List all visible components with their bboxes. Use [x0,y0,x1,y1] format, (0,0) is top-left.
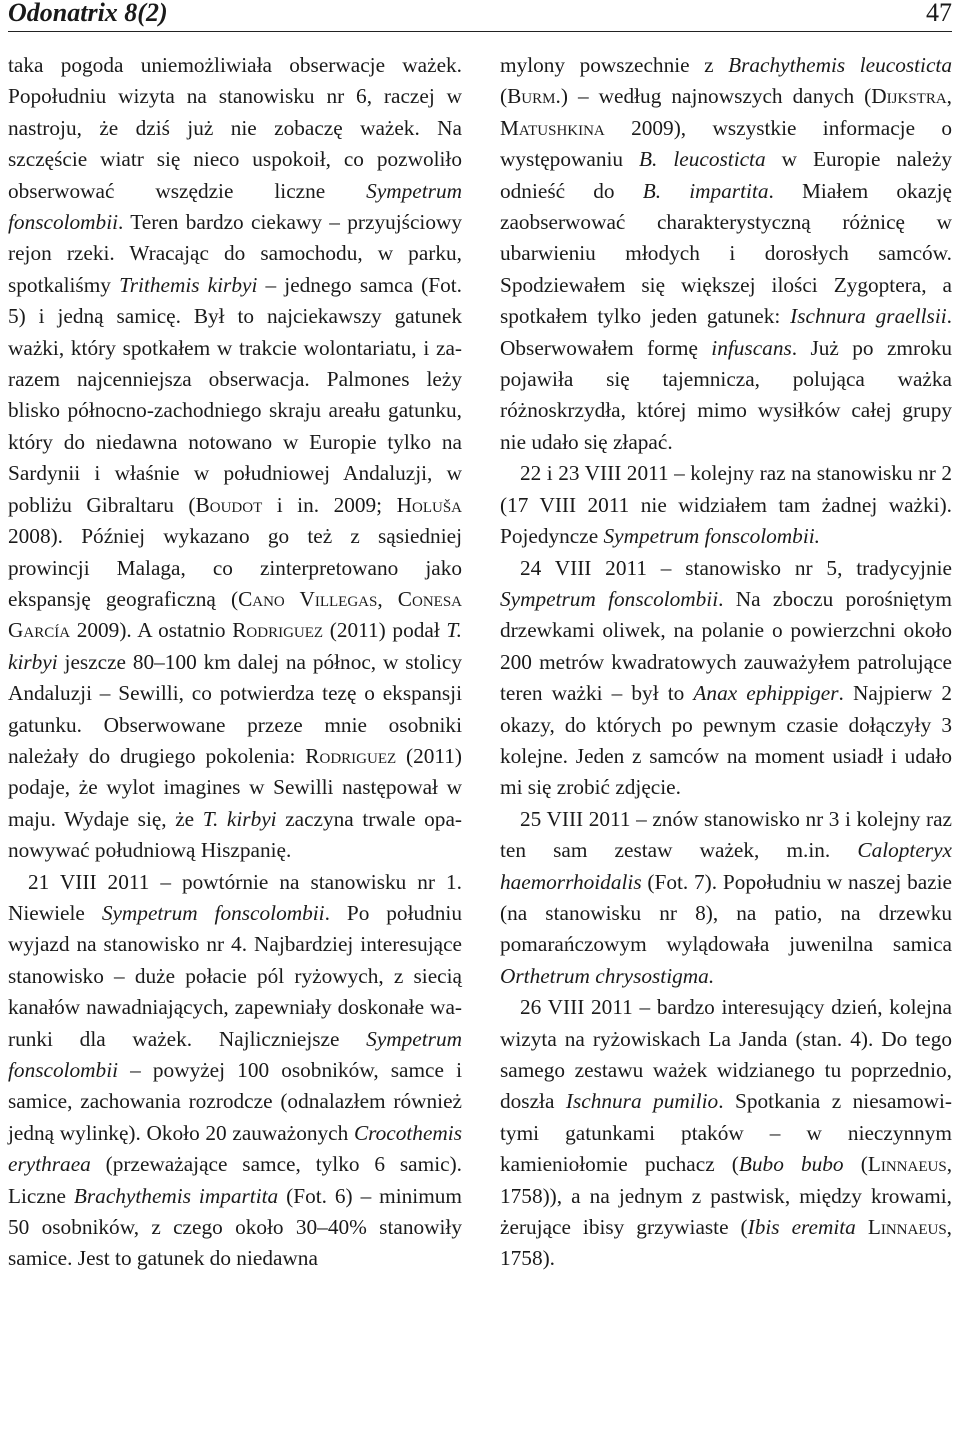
text-run: ( [843,1152,868,1177]
text-run: 2009), wszystkie informacje o występowaniu [500,115,952,172]
paragraph [8,867,462,1275]
text-run: jeszcze 80–100 km dalej na północ, w stolicy Andaluzji – Sewilli, co potwierdza tezę o ekspansji gatunku. Obserwowane przeze mnie osobniki należały do drugiego pokolenia: [8,649,462,768]
italic-text: Sympetrum fonscolombii [8,1026,462,1082]
text-run: . Po południu wyjazd na stanowisko nr 4. Najbardziej interesujące stanowisko – duże połacie pól ryżowych, z siecią kanałów nawadniających, zapewniały doskonałe warunki dla ważek. Najliczniejsze [8,900,462,1051]
italic-text: Crocothemis erythraea [8,1120,462,1177]
italic-text: Sympetrum fonscolombii [500,586,719,611]
italic-text: Ischnura pumilio [565,1089,719,1114]
italic-text: Anax ephippiger [693,681,839,706]
italic-text: Sympetrum fonscolombii [8,178,462,235]
paragraph [500,804,952,992]
text-run: . Teren bardzo ciekawy – przyujściowy rejon rzeki. Wracając do samochodu, w parku, spotkaliśmy [8,210,462,297]
text-run: mylony powszechnie z [500,53,729,77]
author-name: Boudot [195,492,263,517]
paragraph [500,458,952,552]
text-run: taka pogoda uniemożliwiała obserwacje ważek. Popołudniu wizyta na stanowisku nr 6, raczej w nastroju, że dziś już nie zobaczę ważek. Na szczęście wiatr się nieco uspokoił, co pozwoliło obserwować wszędzie liczne [8,53,462,203]
text-run: 25 VIII 2011 – znów stanowisko nr 3 i kolejny raz ten sam zestaw ważek, m.in. [500,806,952,863]
italic-text: infuscans [711,335,792,360]
text-run: 2008). Później wykazano go też z sąsiedniej prowincji Malaga, co zinterpretowano jako ekspansję geograficzną ( [8,524,462,611]
text-run: (Fot. 6) – minimum 50 osobników, z czego około 30–40% stanowiły samice. Jest to gatunek do niedawna [8,1183,462,1271]
journal-title: Odonatrix 8(2) [8,0,168,27]
italic-text: Brachythemis impartita [73,1183,279,1208]
text-run: , 1758). [500,1215,952,1271]
text-run: 2009). A ostatnio [70,618,233,643]
page-header [8,0,952,34]
text-run: . Już po zmroku pojawiła się tajemnicza, polująca ważka różnoskrzydła, której mimo wysiłków całej grupy nie udało się złapać. [500,335,953,454]
author-name: Cano Villegas, Conesa García [8,586,462,643]
text-column-right [500,50,952,1275]
page-number: 47 [926,0,952,27]
italic-text: T. kirbyi [202,806,277,831]
text-run: i in. 2009; [262,492,397,517]
text-run [856,1215,868,1239]
text-run: 26 VIII 2011 – bardzo interesujący dzień, kolejna wizyta na ryżowiskach La Janda (stan. 4). Do tego samego zestawu ważek widzianego tu poprzednio, doszła [500,995,952,1114]
text-run: ( [500,84,508,109]
text-run: zaczyna trwale opanowywać południową Hiszpanię. [8,806,462,863]
text-run: . Najpierw 2 okazy, do których po pewnym czasie dołączyły 3 kolejne. Jeden z samców na moment usiadł i udało mi się zrobić zdjęcie. [500,681,952,800]
text-column-left [8,50,462,1275]
italic-text: Brachythemis leucosticta [728,53,952,77]
author-name: Linnaeus [867,1152,947,1177]
italic-text: Ischnura graellsii [790,304,947,329]
text-run: – powyżej 100 osobników, samce i samice, zachowania rozrodcze (odnalazłem również jedną wylinkę). Około 20 zauważonych [8,1058,462,1145]
paragraph [500,553,952,804]
text-run: . Na zboczu porośniętym drzewkami oliwek, na polanie o powierzchni około 200 metrów kwadratowych zauważyłem patrolujące teren ważki – był to [500,586,952,706]
italic-text: B. impartita [642,178,769,203]
text-run: (Fot. 7). Popołudniu w naszej bazie (na stanowisku nr 8), na patio, na drzewku pomarańczowym wylądowała juwenilna samica [500,869,952,957]
header-rule [8,31,952,32]
text-run: . Miałem okazję zaobserwować charakterystyczną różnicę w ubarwieniu młodych i dorosłych samców. Spodziewałem się większej ilości Zygoptera, a spotkałem tylko jeden gatunek: [500,178,952,329]
text-run: (przeważające samce, tylko 6 samic). Liczne [8,1152,462,1208]
text-run: – jednego samca (Fot. 5) i jedną samicę. Był to najciekawszy gatunek ważki, który spotkałem w trakcie wolontariatu, i zarazem najcenniejsza obserwacja. Palmones leży blisko północno-zachodniego skraju areału gatunku, który do niedawna notowano w Europie tylko na Sardynii i właśnie w południowej Andaluzji, w pobliżu Gibraltaru ( [8,272,463,517]
text-run: (2011) podaje, że wylot imagines w Sewilli następował w maju. Wydaje się, że [8,743,463,831]
italic-text: Sympetrum fonscolombii. [603,524,820,549]
text-run: . Spotkania z niesamowitymi gatunkami ptaków – w nieczynnym kamieniołomie puchacz ( [500,1089,952,1177]
text-run: 21 VIII 2011 – powtórnie na stanowisku nr 1. Niewiele [8,869,462,925]
paragraph [500,992,952,1275]
author-name: Burm. [507,84,561,109]
italic-text: Bubo bubo [738,1152,844,1177]
text-run: 24 VIII 2011 – stanowisko nr 5, tradycyjnie [520,555,952,580]
author-name: Rodriguez [232,618,324,643]
text-run: . Obserwowałem formę [500,304,952,360]
author-name: Rodriguez [305,743,397,768]
italic-text: Orthetrum chrysostigma. [500,963,715,988]
text-run: 22 i 23 VIII 2011 – kolejny raz na stanowisku nr 2 (17 VIII 2011 nie widziałem tam żadnej ważki). Pojedyncze [500,461,952,549]
italic-text: T. kirbyi [8,618,462,674]
italic-text: Calopteryx haemorrhoidalis [500,838,952,894]
author-name: Holuša [396,492,462,517]
italic-text: Ibis eremita [747,1215,856,1240]
italic-text: Trithemis kirbyi [119,272,258,297]
text-run: ) – według najnowszych danych ( [560,84,872,109]
author-name: Dijkstra, Matushkina [500,84,952,140]
paragraph [8,50,462,867]
paragraph [500,50,952,458]
italic-text: B. leucosticta [639,147,766,172]
italic-text: Sympetrum fonscolombii [101,900,325,925]
author-name: Linnaeus [867,1215,947,1240]
text-run: (2011) podał [323,618,447,643]
text-run: w Europie należy odnieść do [500,147,952,203]
text-run: , 1758)), a na jednym z pastwisk, między krowami, żerujące ibisy grzywiaste ( [500,1152,953,1240]
